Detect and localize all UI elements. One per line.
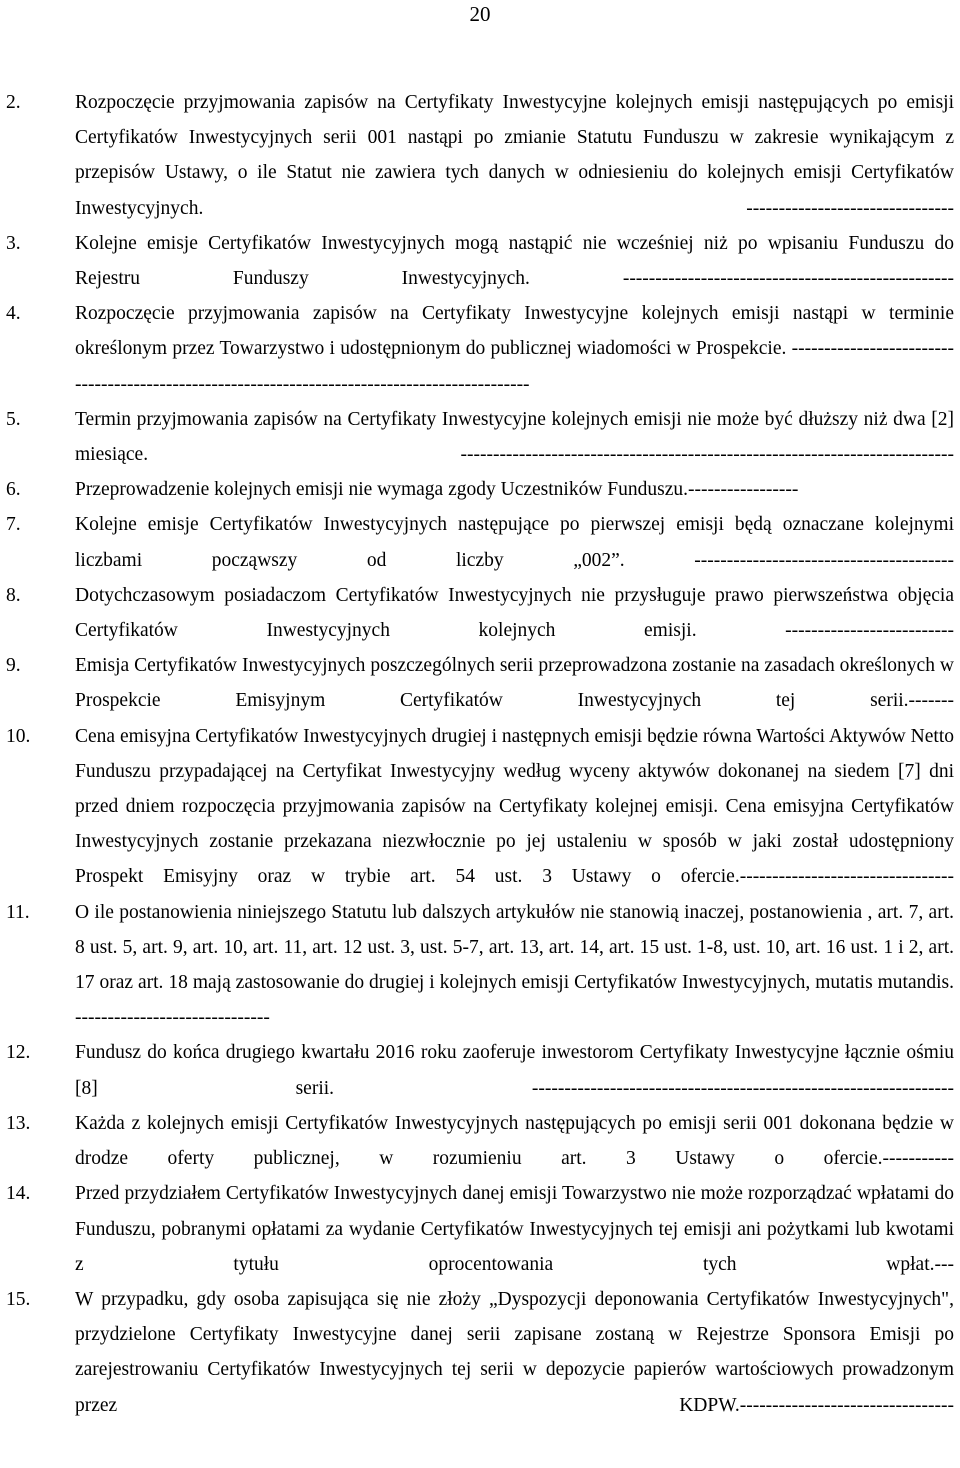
list-item	[6, 226, 954, 296]
item-number: 4.	[6, 303, 21, 325]
item-number: 10.	[6, 725, 31, 747]
item-number: 2.	[6, 92, 21, 113]
item-text: Fundusz do końca drugiego kwartału 2016 roku zaoferuje inwestorom Certyfikaty Inwestycyjne łącznie ośmiu [8] serii. -----------------------------------------------------------------	[75, 1042, 954, 1099]
item-text: Cena emisyjna Certyfikatów Inwestycyjnych drugiej i następnych emisji będzie równa Wartości Aktywów Netto Funduszu przypadającej na Certyfikat Inwestycyjny według wyceny aktywów dokonanej na siedem [7] dni przed dniem rozpoczęcia przyjmowania zapisów na Certyfikaty kolejnej emisji. Cena emisyjna Certyfikatów Inwestycyjnych zostanie przekazana niezwłocznie po jej ustaleniu w sposób w jaki został udostępniony Prospekt Emisyjny oraz w trybie art. 54 ust. 3 Ustawy o ofercie.---------------------------------	[75, 725, 954, 888]
list-item	[6, 296, 954, 402]
item-number: 7.	[6, 514, 21, 536]
item-number: 6.	[6, 479, 21, 501]
page-number: 20	[469, 2, 491, 26]
list-item	[6, 719, 954, 895]
list-item	[6, 1035, 954, 1105]
item-text: Rozpoczęcie przyjmowania zapisów na Certyfikaty Inwestycyjne kolejnych emisji następujących po emisji Certyfikatów Inwestycyjnych serii 001 nastąpi po zmianie Statutu Funduszu w zakresie wynikającym z przepisów Ustawy, o ile Statut nie zawiera tych danych w odniesieniu do kolejnych emisji Certyfikatów Inwestycyjnych. --------------------------------	[75, 92, 954, 219]
item-text: Dotychczasowym posiadaczom Certyfikatów Inwestycyjnych nie przysługuje prawo pierwszeństwa objęcia Certyfikatów Inwestycyjnych kolejnych emisji. --------------------------	[75, 584, 954, 642]
list-item	[6, 402, 954, 472]
item-number: 12.	[6, 1042, 31, 1064]
item-number: 9.	[6, 655, 21, 677]
item-text: Rozpoczęcie przyjmowania zapisów na Certyfikaty Inwestycyjne kolejnych emisji nastąpi w terminie określonym przez Towarzystwo i udostępnionym do publicznej wiadomości w Prospekcie. -----------------------------------------------------------------------------------------------	[75, 303, 954, 395]
list-item	[6, 648, 954, 718]
item-text: Termin przyjmowania zapisów na Certyfikaty Inwestycyjne kolejnych emisji nie może być dłuższy niż dwa [2] miesiące. ----------------------------------------------------------------------------	[75, 408, 954, 466]
item-text: Emisja Certyfikatów Inwestycyjnych poszczególnych serii przeprowadzona zostanie na zasadach określonych w Prospekcie Emisyjnym Certyfikatów Inwestycyjnych tej serii.-------	[75, 655, 954, 712]
list-item	[6, 1106, 954, 1176]
list-item	[6, 1282, 954, 1423]
numbered-list	[6, 85, 954, 1423]
list-item	[6, 578, 954, 648]
item-text: Każda z kolejnych emisji Certyfikatów Inwestycyjnych następujących po emisji serii 001 dokonana będzie w drodze oferty publicznej, w rozumieniu art. 3 Ustawy o ofercie.-----------	[75, 1112, 954, 1170]
list-item	[6, 472, 954, 507]
item-text: Przeprowadzenie kolejnych emisji nie wymaga zgody Uczestników Funduszu.-----------------	[75, 479, 799, 501]
item-text: W przypadku, gdy osoba zapisująca się nie złoży „Dyspozycji deponowania Certyfikatów Inwestycyjnych", przydzielone Certyfikaty Inwestycyjne danej serii zapisane zostaną w Rejestrze Sponsora Emisji po zarejestrowaniu Certyfikatów Inwestycyjnych tej serii w depozycie papierów wartościowych prowadzonym przez KDPW.---------------------------------	[75, 1288, 954, 1416]
item-number: 15.	[6, 1288, 31, 1310]
list-item	[6, 895, 954, 1036]
item-text: Kolejne emisje Certyfikatów Inwestycyjnych następujące po pierwszej emisji będą oznaczane kolejnymi liczbami począwszy od liczby „002”. ----------------------------------------	[75, 514, 954, 571]
item-number: 14.	[6, 1183, 31, 1205]
item-number: 13.	[6, 1112, 31, 1134]
item-text: Kolejne emisje Certyfikatów Inwestycyjnych mogą nastąpić nie wcześniej niż po wpisaniu Funduszu do Rejestru Funduszy Inwestycyjnych. ---------------------------------------------------	[75, 232, 954, 290]
item-text: O ile postanowienia niniejszego Statutu lub dalszych artykułów nie stanowią inaczej, postanowienia , art. 7, art. 8 ust. 5, art. 9, art. 10, art. 11, art. 12 ust. 3, ust. 5-7, art. 13, art. 14, art. 15 ust. 1-8, ust. 10, art. 16 ust. 1 i 2, art. 17 oraz art. 18 mają zastosowanie do drugiej i kolejnych emisji Certyfikatów Inwestycyjnych, mutatis mutandis. ------------------------------	[75, 901, 954, 1029]
item-number: 3.	[6, 232, 21, 254]
item-number: 8.	[6, 584, 21, 606]
list-item	[6, 85, 954, 226]
item-text: Przed przydziałem Certyfikatów Inwestycyjnych danej emisji Towarzystwo nie może rozporządzać wpłatami do Funduszu, pobranymi opłatami za wydanie Certyfikatów Inwestycyjnych tej emisji ani pożytkami lub kwotami z tytułu oprocentowania tych wpłat.---	[75, 1183, 954, 1275]
list-item	[6, 507, 954, 577]
list-item	[6, 1176, 954, 1282]
item-number: 5.	[6, 408, 21, 430]
item-number: 11.	[6, 901, 30, 923]
